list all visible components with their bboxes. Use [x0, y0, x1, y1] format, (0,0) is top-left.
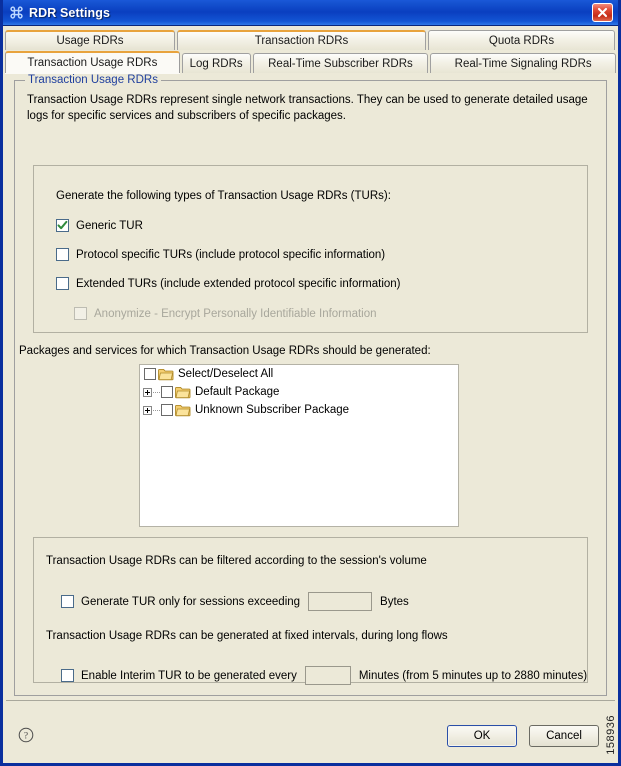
tab-log-rdrs[interactable]: [182, 53, 251, 73]
tab-content-panel: [6, 74, 615, 700]
ok-button[interactable]: OK: [447, 725, 517, 747]
volume-unit-label: Bytes: [380, 595, 409, 608]
tree-item-unknown-subscriber-package[interactable]: [140, 401, 458, 419]
checkbox-generic-tur[interactable]: [56, 219, 143, 232]
tab-transaction-rdrs[interactable]: [177, 30, 426, 50]
intro-description: Transaction Usage RDRs represent single network transactions. They can be used to generate detailed usage logs for specific services and subscribers of specific packages.: [27, 94, 588, 122]
volume-threshold-input[interactable]: [308, 592, 372, 611]
tab-transaction-usage-rdrs[interactable]: [5, 51, 180, 73]
checkbox-extended-turs[interactable]: [56, 277, 401, 290]
close-icon[interactable]: [592, 3, 613, 22]
tab-label: Real-Time Subscriber RDRs: [268, 57, 413, 70]
packages-tree[interactable]: [139, 364, 459, 527]
group-title: Transaction Usage RDRs: [25, 74, 161, 86]
cancel-button[interactable]: Cancel: [529, 725, 599, 747]
tab-label: Transaction RDRs: [254, 35, 349, 47]
tab-strip: [3, 26, 618, 74]
tab-quota-rdrs[interactable]: [428, 30, 615, 50]
tree-item-label: Default Package: [195, 385, 280, 398]
tree-checkbox[interactable]: [161, 386, 173, 398]
window-title: RDR Settings: [29, 5, 111, 20]
tree-connector: [153, 392, 160, 393]
checkbox-anonymize: [74, 307, 377, 320]
checkbox-label: Extended TURs (include extended protocol specific information): [76, 277, 401, 290]
tab-real-time-subscriber-rdrs[interactable]: [253, 53, 429, 73]
tree-connector: [153, 410, 160, 411]
volume-filter-description: Transaction Usage RDRs can be filtered according to the session's volume: [46, 555, 427, 567]
tree-checkbox[interactable]: [144, 368, 156, 380]
filters-panel: [33, 537, 588, 683]
checkbox-box[interactable]: [56, 248, 69, 261]
figure-number-watermark: 158936: [605, 715, 617, 755]
checkbox-label: Protocol specific TURs (include protocol specific information): [76, 248, 386, 261]
tree-item-default-package[interactable]: [140, 383, 458, 401]
checkbox-enable-interim-tur[interactable]: [61, 669, 74, 682]
checkbox-label: Generic TUR: [76, 219, 143, 232]
tab-label: Log RDRs: [189, 57, 243, 70]
folder-icon: [175, 386, 191, 399]
checkbox-label: Anonymize - Encrypt Personally Identifiable Information: [94, 307, 377, 320]
transaction-usage-rdrs-group: [14, 74, 607, 696]
packages-label: Packages and services for which Transaction Usage RDRs should be generated:: [19, 345, 431, 357]
checkbox-label: Generate TUR only for sessions exceeding: [81, 595, 301, 608]
checkbox-generate-tur-exceeding[interactable]: [61, 595, 74, 608]
tree-item-label: Unknown Subscriber Package: [195, 403, 350, 416]
tab-label: Transaction Usage RDRs: [27, 57, 158, 69]
interval-filter-row: [61, 666, 587, 685]
checkbox-box[interactable]: [56, 277, 69, 290]
checkbox-protocol-specific-turs[interactable]: [56, 248, 385, 261]
tab-label: Usage RDRs: [56, 35, 124, 47]
volume-filter-row: [61, 592, 409, 611]
help-question-icon[interactable]: [18, 727, 34, 743]
tree-item-label: Select/Deselect All: [178, 367, 274, 380]
svg-text:?: ?: [23, 731, 29, 742]
tab-label: Quota RDRs: [488, 34, 555, 47]
folder-icon: [175, 404, 191, 417]
checkbox-box[interactable]: [56, 219, 69, 232]
tree-checkbox[interactable]: [161, 404, 173, 416]
dialog-footer: [6, 700, 615, 760]
checkbox-box: [74, 307, 87, 320]
tab-row-secondary: [5, 51, 616, 73]
interval-minutes-input[interactable]: [305, 666, 351, 685]
tab-usage-rdrs[interactable]: [5, 30, 175, 50]
tree-item-select-deselect-all[interactable]: [140, 365, 458, 383]
interval-filter-description: Transaction Usage RDRs can be generated at fixed intervals, during long flows: [46, 630, 448, 642]
tur-types-label: Generate the following types of Transaction Usage RDRs (TURs):: [56, 190, 391, 202]
expand-plus-icon[interactable]: [143, 406, 152, 415]
expand-plus-icon[interactable]: [143, 388, 152, 397]
interval-unit-label: Minutes (from 5 minutes up to 2880 minutes): [358, 669, 588, 682]
title-bar: [3, 0, 618, 26]
checkbox-label: Enable Interim TUR to be generated every: [81, 669, 297, 682]
tab-real-time-signaling-rdrs[interactable]: [430, 53, 616, 73]
tab-label: Real-Time Signaling RDRs: [454, 57, 592, 70]
tur-types-panel: [33, 165, 588, 333]
tab-row-primary: [5, 28, 616, 50]
folder-icon: [158, 368, 174, 381]
command-loop-icon: [8, 5, 24, 21]
